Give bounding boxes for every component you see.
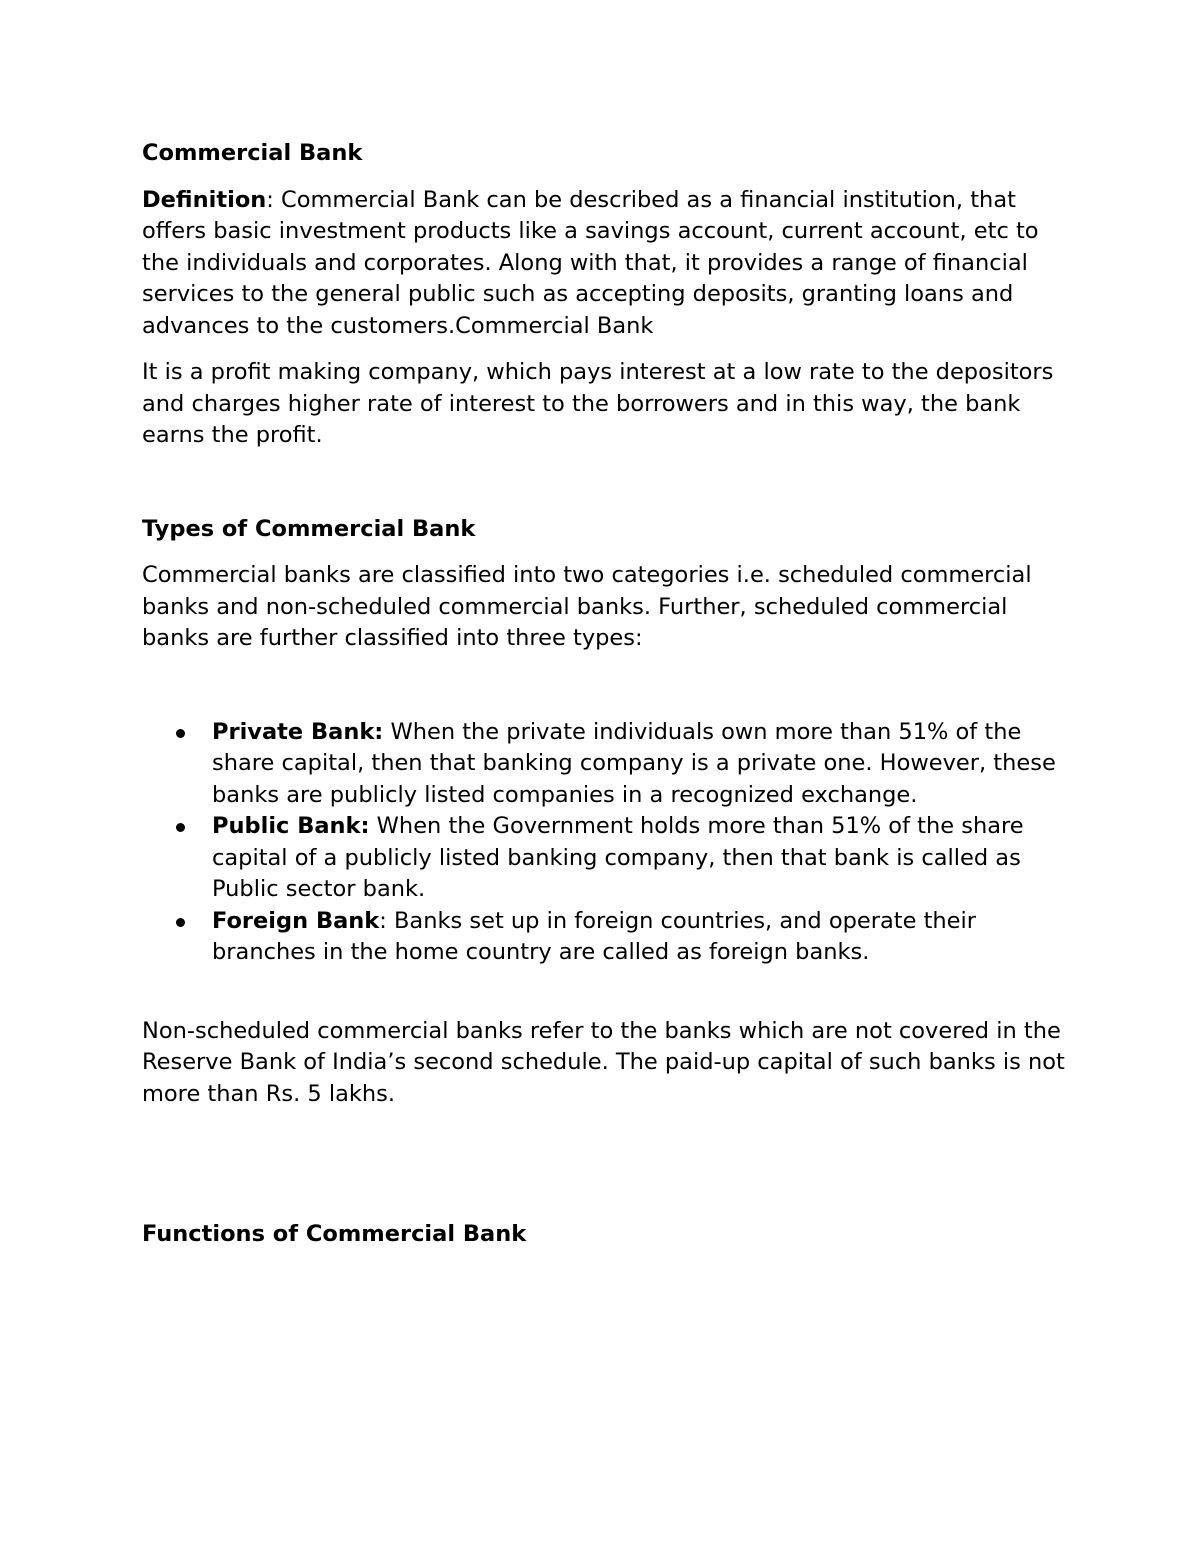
bullet-icon [176,823,185,832]
bullet-icon [176,918,185,927]
list-item-text: : Banks set up in foreign countries, and operate their branches in the home country are called as foreign banks. [212,907,977,965]
list-item-label: Private Bank: [212,718,384,745]
spacer [142,467,1072,514]
bullet-icon [176,729,185,738]
document-page [142,138,1072,1266]
list-item-foreign-bank [142,906,1072,969]
definition-label: Definition [142,186,267,213]
list-item-private-bank [142,717,1072,812]
non-scheduled-paragraph: Non-scheduled commercial banks refer to the banks which are not covered in the Reserve Bank of India’s second schedule. The paid-up capital of such banks is not more than Rs. 5 lakhs. [142,1017,1065,1107]
types-intro-paragraph: Commercial banks are classified into two categories i.e. scheduled commercial banks and non-scheduled commercial banks. Further, scheduled commercial banks are further classified into three types: [142,562,1032,651]
types-heading: Types of Commercial Bank [142,515,476,542]
functions-heading: Functions of Commercial Bank [142,1221,527,1247]
list-item-label: Public Bank: [212,813,370,839]
list-item-label: Foreign Bank [212,907,380,934]
list-item-public-bank [142,811,1072,906]
document-title: Commercial Bank [142,140,363,166]
list-item-text: When the private individuals own more than 51% of the share capital, then that banking company is a private one. However, these banks are publicly listed companies in a recognized exchange. [212,718,1056,808]
definition-text: : Commercial Bank can be described as a financial institution, that offers basic investment products like a savings account, current account, etc to the individuals and corporates. Along with that, it provides a range of financial services to the general public such as accepting deposits, granting loans and advances to the customers.Commercial Bank [142,186,1039,339]
definition-paragraph [142,185,1072,343]
profit-paragraph: It is a profit making company, which pays interest at a low rate to the depositors and charges higher rate of interest to the borrowers and in this way, the bank earns the profit. [142,359,1054,448]
spacer [142,969,1072,1016]
spacer [142,670,1072,717]
spacer [142,1125,1072,1219]
bank-types-list [142,717,1072,969]
list-item-text: When the Government holds more than 51% of the share capital of a publicly listed banking company, then that bank is called as Public sector bank. [212,813,1024,902]
